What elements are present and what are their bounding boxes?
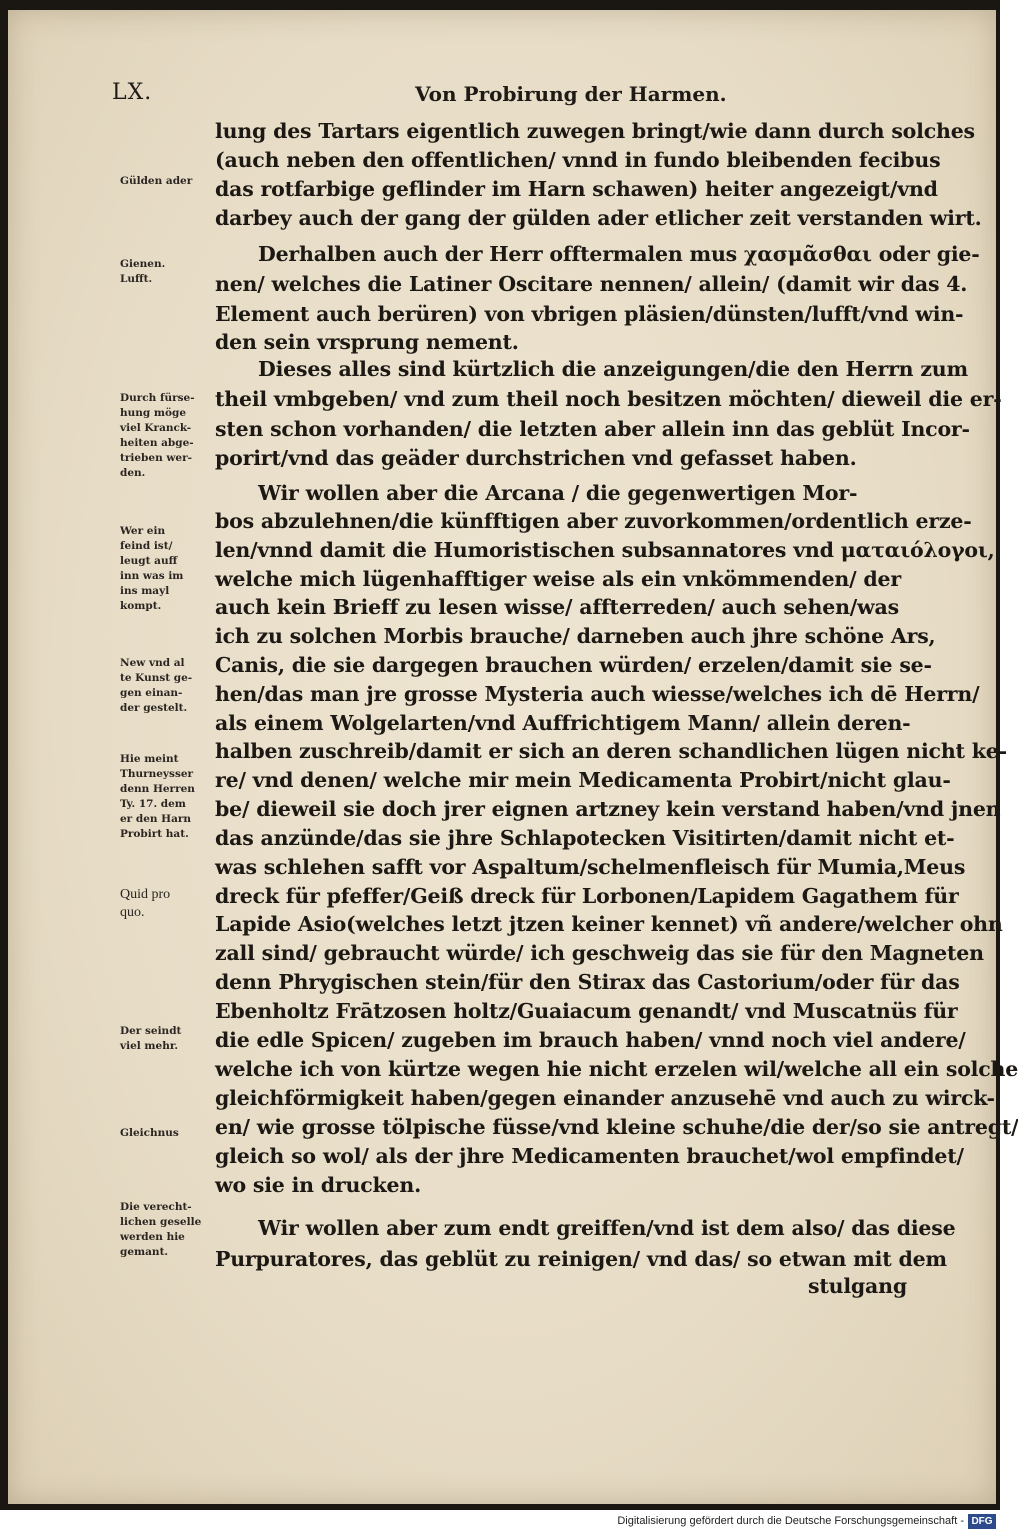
margin-note: Wer ein feind ist/ leugt auff inn was im ins mayl kompt. (120, 525, 184, 612)
text-line: gleichförmigkeit haben/gegen einander anzusehē vnd auch zu wirck- (215, 1086, 995, 1110)
text-line: auch kein Brieff zu lesen wisse/ affterreden/ auch sehen/was (215, 595, 899, 619)
text-line: Wir wollen aber die Arcana / die gegenwertigen Mor- (258, 481, 858, 505)
funding-credit: Digitalisierung gefördert durch die Deutsche Forschungsgemeinschaft - (617, 1515, 964, 1527)
text-line: Dieses alles sind kürtzlich die anzeigungen/die den Herrn zum (258, 357, 968, 381)
margin-note: Gleichnus (120, 1127, 179, 1139)
text-line: Derhalben auch der Herr offtermalen mus χασμᾶσθαι oder gie- (258, 242, 980, 266)
text-line: das anzünde/das sie jhre Schlapotecken Visitirten/damit nicht et- (215, 826, 955, 850)
text-line: wo sie in drucken. (215, 1173, 422, 1197)
text-line: die edle Spicen/ zugeben im brauch haben/ vnnd noch viel andere/ (215, 1028, 966, 1052)
text-line: halben zuschreib/damit er sich an deren schandlichen lügen nicht ke- (215, 739, 1007, 763)
text-line: denn Phrygischen stein/für den Stirax das Castorium/oder für das (215, 970, 960, 994)
text-line: en/ wie grosse tölpische füsse/vnd kleine schuhe/die der/so sie antregt/ (215, 1115, 1018, 1139)
page-number: LX. (112, 80, 153, 105)
text-line: lung des Tartars eigentlich zuwegen bringt/wie dann durch solches (215, 119, 975, 143)
text-line: welche ich von kürtze wegen hie nicht erzelen wil/welche all ein solche (215, 1057, 1018, 1081)
running-head: Von Probirung der Harmen. (415, 82, 727, 106)
text-line: bos abzulehnen/die künfftigen aber zuvorkommen/ordentlich erze- (215, 509, 972, 533)
text-line: be/ dieweil sie doch jrer eignen artzney kein verstand haben/vnd jnen (215, 797, 1001, 821)
margin-note: Hie meint Thurneysser denn Herren Ty. 17. dem er den Harn Probirt hat. (120, 753, 195, 840)
text-line: len/vnnd damit die Humoristischen subsannatores vnd ματαιόλογοι, (215, 538, 995, 562)
text-line: Lapide Asio(welches letzt jtzen keiner kennet) vñ andere/welcher ohn (215, 912, 1003, 936)
text-line: was schlehen safft vor Aspaltum/schelmenfleisch für Mumia,Meus (215, 855, 966, 879)
margin-note: Die verecht- lichen geselle werden hie gemant. (120, 1201, 202, 1258)
digitization-footer (0, 1512, 1000, 1533)
text-line: sten schon vorhanden/ die letzten aber allein inn das geblüt Incor- (215, 417, 970, 441)
text-line: Purpuratores, das geblüt zu reinigen/ vnd das/ so etwan mit dem (215, 1247, 947, 1271)
text-line: hen/das man jre grosse Mysteria auch wiesse/welches ich dē Herrn/ (215, 682, 980, 706)
text-line: nen/ welches die Latiner Oscitare nennen/ allein/ (damit wir das 4. (215, 272, 968, 296)
text-line: welche mich lügenhafftiger weise als ein vnkömmenden/ der (215, 567, 901, 591)
text-line: Element auch berüren) von vbrigen pläsien/dünsten/lufft/vnd win- (215, 302, 964, 326)
text-line: Canis, die sie dargegen brauchen würden/ erzelen/damit sie se- (215, 653, 932, 677)
dfg-logo-icon: DFG (968, 1514, 996, 1529)
text-line: zall sind/ gebraucht würde/ ich geschweig das sie für den Magneten (215, 941, 984, 965)
margin-note: Der seindt viel mehr. (120, 1025, 182, 1052)
margin-note: Quid pro quo. (120, 887, 171, 920)
text-line: theil vmbgeben/ vnd zum theil noch besitzen möchten/ dieweil die er- (215, 387, 1002, 411)
text-line: den sein vrsprung nement. (215, 330, 519, 354)
margin-note: New vnd al te Kunst ge- gen einan- der gestelt. (120, 657, 193, 714)
text-line: als einem Wolgelarten/vnd Auffrichtigem Mann/ allein deren- (215, 711, 911, 735)
text-line: Ebenholtz Frātzosen holtz/Guaiacum genandt/ vnd Muscatnüs für (215, 999, 958, 1023)
margin-note: Gienen. Lufft. (120, 258, 166, 285)
text-line: ich zu solchen Morbis brauche/ darneben auch jhre schöne Ars, (215, 624, 936, 648)
margin-note: Durch fürse- hung möge viel Kranck- heiten abge- trieben wer- den. (120, 392, 195, 479)
text-line: porirt/vnd das geäder durchstrichen vnd gefasset haben. (215, 446, 857, 470)
text-line: Wir wollen aber zum endt greiffen/vnd ist dem also/ das diese (258, 1216, 956, 1240)
margin-note: Gülden ader (120, 175, 193, 187)
text-line: (auch neben den offentlichen/ vnnd in fundo bleibenden fecibus (215, 148, 941, 172)
text-line: darbey auch der gang der gülden ader etlicher zeit verstanden wirt. (215, 206, 982, 230)
catchword: stulgang (808, 1274, 907, 1298)
text-line: das rotfarbige geflinder im Harn schawen) heiter angezeigt/vnd (215, 177, 938, 201)
text-line: dreck für pfeffer/Geiß dreck für Lorbonen/Lapidem Gagathem für (215, 884, 959, 908)
text-line: gleich so wol/ als der jhre Medicamenten brauchet/wol empfindet/ (215, 1144, 964, 1168)
text-line: re/ vnd denen/ welche mir mein Medicamenta Probirt/nicht glau- (215, 768, 951, 792)
